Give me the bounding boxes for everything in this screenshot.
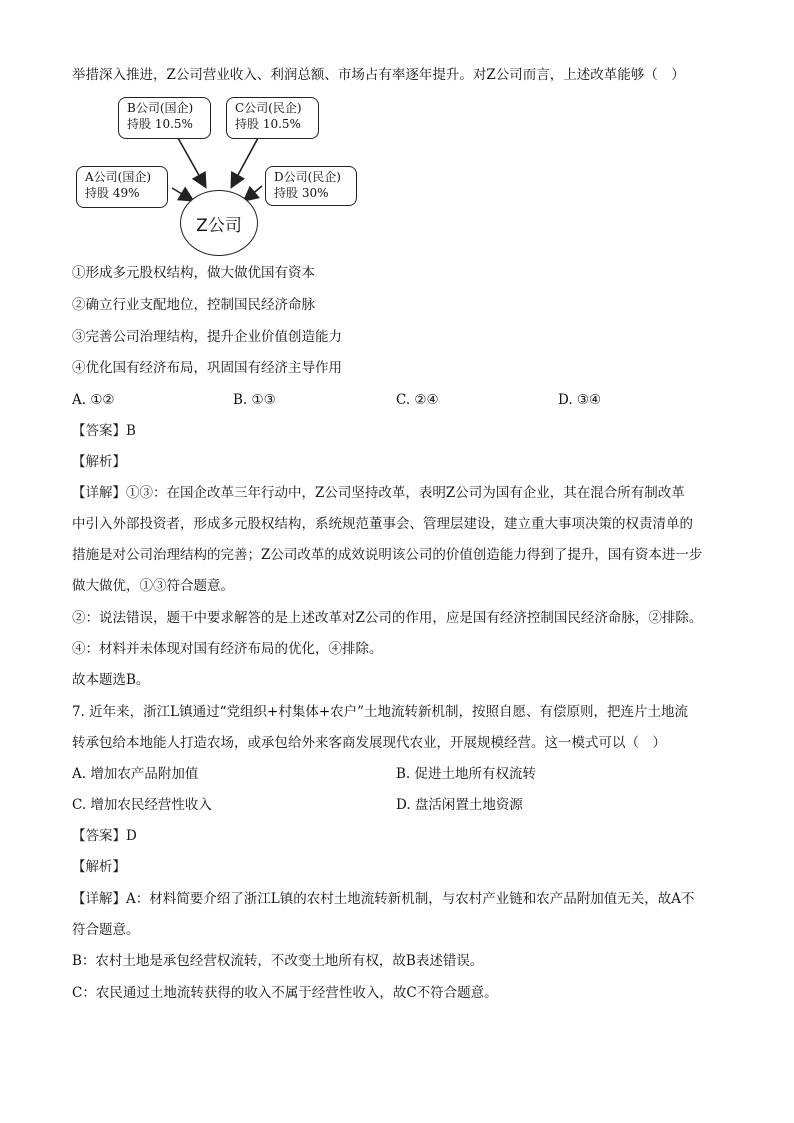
q7-detail-line-1: 【详解】A：材料简要介绍了浙江L镇的农村土地流转新机制，与农村产业链和农产品附加值无关，故A不 xyxy=(72,891,695,907)
q6-detail-line-2: 中引入外部投资者，形成多元股权结构，系统规范董事会、管理层建设，建立重大事项决策的权责清单的 xyxy=(72,516,693,532)
q7-answer: 【答案】D xyxy=(72,828,137,844)
company-c-name: C公司(民企) xyxy=(235,101,302,115)
q7-detail-line-2: 符合题意。 xyxy=(72,922,140,938)
company-z-circle xyxy=(180,190,258,256)
arrow-d xyxy=(245,186,262,200)
q6-answer: 【答案】B xyxy=(72,423,136,439)
q6-detail-line-6: ④：材料并未体现对国有经济布局的优化，④排除。 xyxy=(72,641,383,657)
q7-option-a: A. 增加农产品附加值 xyxy=(72,766,199,782)
company-b-box xyxy=(118,97,211,139)
q6-detail-line-1: 【详解】①③：在国企改革三年行动中，Z公司坚持改革，表明Z公司为国有企业，其在混合所有制改革 xyxy=(72,485,685,501)
q7-analysis-label: 【解析】 xyxy=(72,859,126,875)
q6-option-a: A. ①② xyxy=(72,392,115,408)
q6-item-1: ①形成多元股权结构，做大做优国有资本 xyxy=(72,265,315,281)
company-a-box xyxy=(76,166,168,208)
arrow-b xyxy=(178,138,205,186)
arrow-a xyxy=(172,188,192,200)
arrow-c xyxy=(232,138,258,186)
q7-option-c: C. 增加农民经营性收入 xyxy=(72,797,212,813)
q7-detail-line-4: C：农民通过土地流转获得的收入不属于经营性收入，故C不符合题意。 xyxy=(72,985,498,1001)
q6-item-2: ②确立行业支配地位，控制国民经济命脉 xyxy=(72,297,315,313)
q7-option-d: D. 盘活闲置土地资源 xyxy=(396,797,523,813)
company-c-box xyxy=(226,97,319,139)
q6-detail-line-3: 措施是对公司治理结构的完善；Z公司改革的成效说明该公司的价值创造能力得到了提升，国有资本进一步 xyxy=(72,547,703,563)
company-b-share: 持股 10.5% xyxy=(127,117,193,131)
company-z-label: Z公司 xyxy=(196,215,242,236)
q6-detail-line-7: 故本题选B。 xyxy=(72,672,150,688)
q6-detail-line-5: ②：说法错误，题干中要求解答的是上述改革对Z公司的作用，应是国有经济控制国民经济命脉，②排除。 xyxy=(72,610,703,626)
q7-stem-line-1: 7. 近年来，浙江L镇通过“党组织+村集体+农户”土地流转新机制，按照自愿、有偿原则，把连片土地流 xyxy=(72,704,689,720)
company-c-share: 持股 10.5% xyxy=(235,117,301,131)
company-d-share: 持股 30% xyxy=(274,186,329,200)
company-b-name: B公司(国企) xyxy=(127,101,194,115)
q6-option-d: D. ③④ xyxy=(558,392,602,408)
q7-stem-line-2: 转承包给本地能人打造农场，或承包给外来客商发展现代农业，开展规模经营。这一模式可以（ ） xyxy=(72,735,666,751)
company-a-share: 持股 49% xyxy=(85,186,140,200)
company-d-box xyxy=(265,166,357,206)
q6-item-4: ④优化国有经济布局，巩固国有经济主导作用 xyxy=(72,360,342,376)
q6-stem: 举措深入推进，Z公司营业收入、利润总额、市场占有率逐年提升。对Z公司而言，上述改革能够（ ） xyxy=(72,67,685,83)
q7-option-b: B. 促进土地所有权流转 xyxy=(396,766,537,782)
q6-option-c: C. ②④ xyxy=(396,392,439,408)
q6-item-3: ③完善公司治理结构，提升企业价值创造能力 xyxy=(72,329,342,345)
company-a-name: A公司(国企) xyxy=(85,170,152,184)
q7-detail-line-3: B：农村土地是承包经营权流转，不改变土地所有权，故B表述错误。 xyxy=(72,953,484,969)
q6-option-b: B. ①③ xyxy=(233,392,276,408)
q6-detail-line-4: 做大做优，①③符合题意。 xyxy=(72,578,234,594)
company-d-name: D公司(民企) xyxy=(274,170,341,184)
q6-analysis-label: 【解析】 xyxy=(72,454,126,470)
